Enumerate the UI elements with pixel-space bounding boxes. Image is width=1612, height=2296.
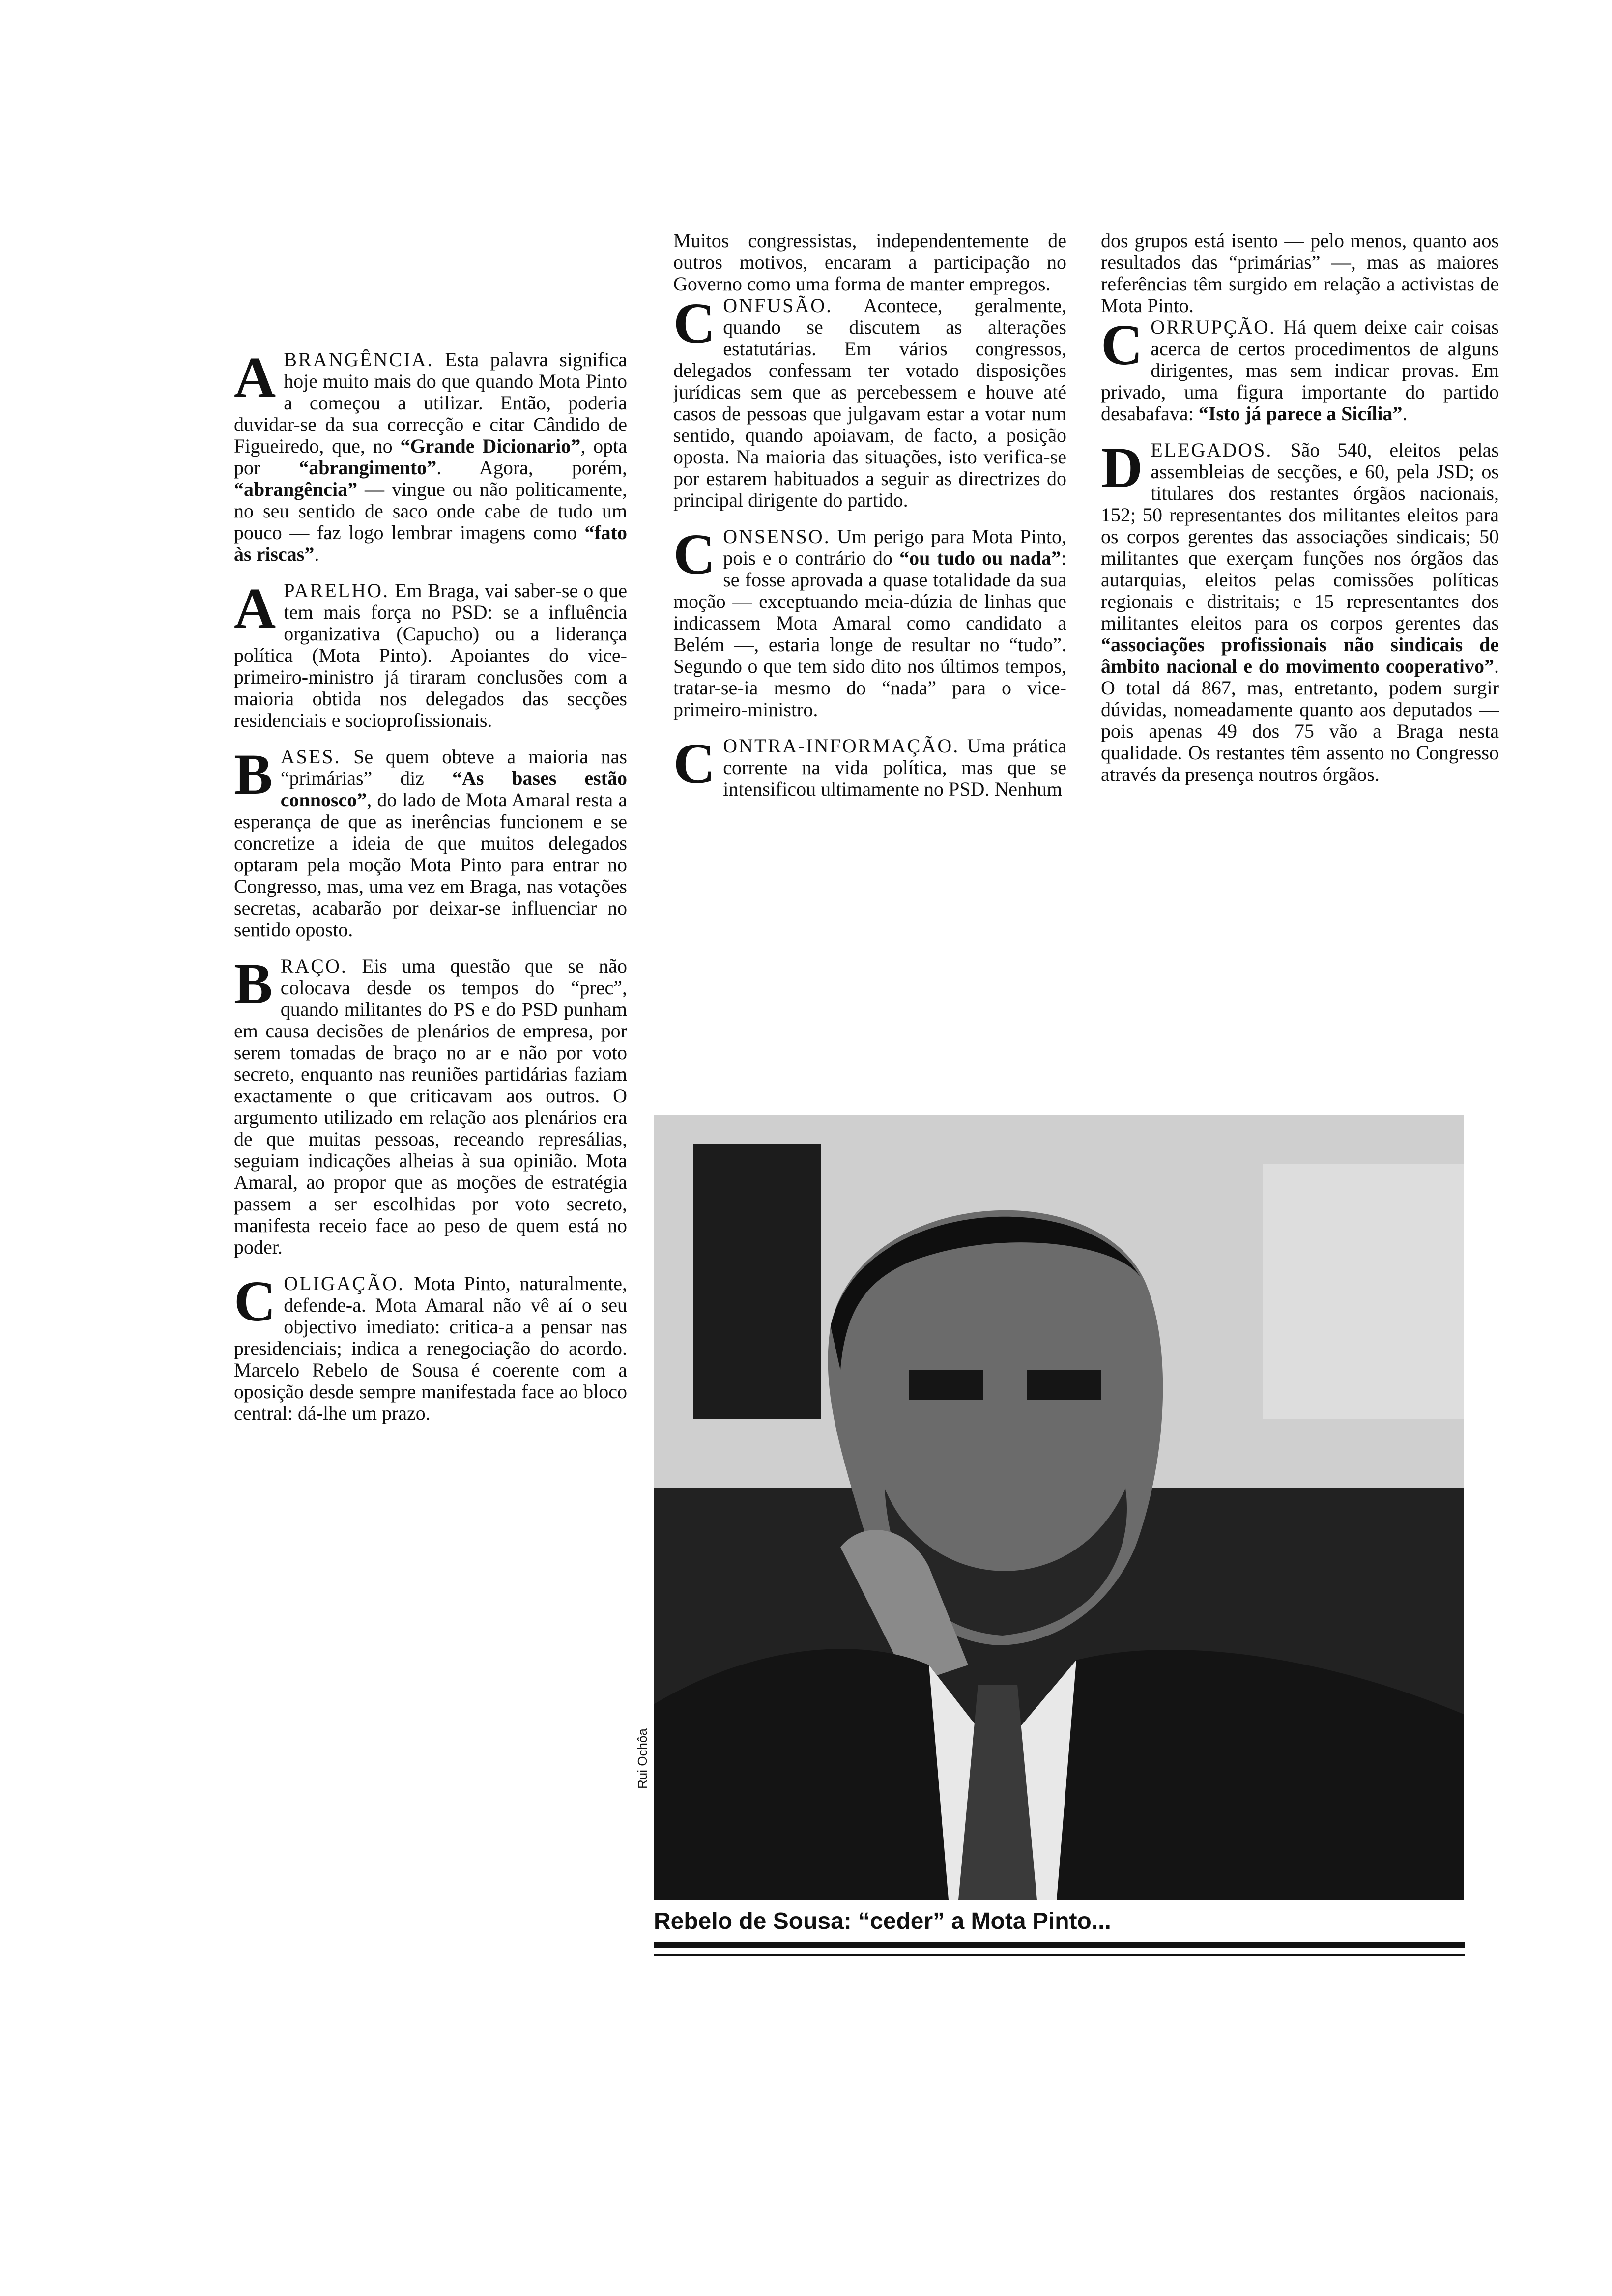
entry-text: Uma prática corrente na vida política, mas que se intensificou ultimamente no PSD. Nenhum — [723, 735, 1066, 800]
drop-cap: C — [673, 526, 716, 586]
entry-text: . — [314, 543, 319, 565]
entry-text: . Agora, porém, — [436, 457, 627, 479]
entry-heading: ASES. — [280, 746, 341, 768]
entry-text: , opta por — [234, 435, 627, 479]
caption-rule-bottom — [654, 1954, 1465, 1956]
entry-bold: “As bases estão connosco” — [280, 767, 627, 811]
entry-bold: “fato às riscas” — [234, 521, 627, 565]
column-2 — [673, 230, 1066, 815]
entry-delegados — [1101, 439, 1499, 785]
column-1 — [234, 349, 627, 1439]
photo-caption: Rebelo de Sousa: “ceder” a Mota Pinto... — [654, 1908, 1111, 1934]
entry-bases — [234, 746, 627, 941]
entry-consenso — [673, 526, 1066, 720]
entry-heading: ONFUSÃO. — [723, 295, 833, 316]
entry-text: , do lado de Mota Amaral resta a esperança de que as inerências funcionem e se concretize a ideia de que muitos delegados optaram pela moção Mota Pinto para entrar no Congresso, mas, uma vez em Braga, nas votações secretas, acabarão por deixar-se influenciar no sentido oposto. — [234, 789, 627, 941]
entry-bold: “ou tudo ou nada” — [899, 547, 1061, 569]
entry-bold: “Isto já parece a Sicília” — [1198, 402, 1403, 425]
entry-heading: BRANGÊNCIA. — [284, 349, 434, 371]
entry-text: São 540, eleitos pelas assembleias de secções, e 60, pela JSD; os titulares dos restantes órgãos nacionais, 152; 50 representantes dos militantes eleitos para os corpos gerentes das associações sindicais; 50 militantes que exerçam funções nos órgãos das autarquias, eleitos pelas comissões políticas regionais e distritais; e 15 representantes dos militantes eleitos para os corpos gerentes das — [1101, 439, 1499, 634]
entry-text: Há quem deixe cair coisas acerca de certos procedimentos de alguns dirigentes, mas sem indicar provas. Em privado, uma figura importante do partido desabafava: — [1101, 316, 1499, 425]
entry-confusao — [673, 295, 1066, 511]
entry-abrangencia — [234, 349, 627, 565]
portrait-illustration — [654, 1115, 1464, 1900]
entry-text: Se quem obteve a maioria nas “primárias” diz — [280, 746, 627, 789]
entry-heading: RAÇO. — [280, 955, 347, 977]
drop-cap: C — [234, 1273, 276, 1333]
drop-cap: A — [234, 349, 276, 409]
entry-text: Eis uma questão que se não colocava desde os tempos do “prec”, quando militantes do PS e do PSD punham em causa decisões de plenários de empresa, por serem tomadas de braço no ar e não por voto secreto, enquanto nas reuniões partidárias faziam exactamente o que criticavam aos outros. O argumento utilizado em relação aos plenários era de que muitas pessoas, receando represálias, seguiam indicações alheias à sua opinião. Mota Amaral, ao propor que as moções de estratégia passem a ser escolhidas por voto secreto, manifesta receio face ao peso de quem está no poder. — [234, 955, 627, 1258]
drop-cap: C — [673, 735, 716, 796]
entry-heading: ORRUPÇÃO. — [1151, 316, 1276, 338]
entry-bold: “Grande Dicionario” — [400, 435, 581, 457]
entry-heading: ONSENSO. — [723, 526, 831, 547]
drop-cap: A — [234, 580, 276, 640]
entry-heading: ONTRA-INFORMAÇÃO. — [723, 735, 960, 757]
drop-cap: C — [673, 295, 716, 355]
entry-heading: OLIGAÇÃO. — [284, 1273, 405, 1294]
entry-bold: “abrangimento” — [299, 457, 437, 479]
entry-aparelho — [234, 580, 627, 731]
column-3 — [1101, 230, 1499, 800]
entry-text: Em Braga, vai saber-se o que tem mais força no PSD: se a influência organizativa (Capucho) ou a liderança política (Mota Pinto). Apoiantes do vice-primeiro-ministro já tiraram conclusões com a maioria obtida nos delegados das secções residenciais e socioprofissionais. — [234, 580, 627, 731]
entry-text: — vingue ou não politicamente, no seu sentido de saco onde cabe de tudo um pouco — faz logo lembrar imagens como — [234, 478, 627, 544]
drop-cap: C — [1101, 316, 1143, 377]
drop-cap: B — [234, 955, 273, 1016]
photo-credit: Rui Ochôa — [635, 1728, 650, 1789]
entry-corrupcao — [1101, 316, 1499, 425]
entry-text: : se fosse aprovada a quase totalidade da sua moção — exceptuando meia-dúzia de linhas que indicassem Mota Amaral como candidato a Belém —, estaria longe de resultar no “tudo”. Segundo o que tem sido dito nos últimos tempos, tratar-se-ia mesmo do “nada” para o vice-primeiro-ministro. — [673, 547, 1066, 720]
entry-heading: PARELHO. — [284, 580, 389, 602]
entry-text: Acontece, geralmente, quando se discutem as alterações estatutárias. Em vários congressos, delegados confessam ter votado disposições jurídicas sem que as percebessem e houve até casos de pessoas que julgavam estar a votar num sentido, quando apoiavam, de facto, a posição oposta. Na maioria das situações, isto verifica-se por estarem habituados a seguir as directrizes do principal dirigente do partido. — [673, 295, 1066, 511]
entry-bold: “associações profissionais não sindicais de âmbito nacional e do movimento cooperativo” — [1101, 633, 1499, 677]
column-intro: dos grupos está isento — pelo menos, quanto aos resultados das “primárias” —, mas as maiores referências têm surgido em relação a activistas de Mota Pinto. — [1101, 230, 1499, 316]
column-intro: Muitos congressistas, independentemente de outros motivos, encaram a participação no Governo como uma forma de manter empregos. — [673, 230, 1066, 295]
entry-text: . O total dá 867, mas, entretanto, podem surgir dúvidas, nomeadamente quanto aos deputados — pois apenas 49 dos 75 vão a Braga nesta qualidade. Os restantes têm assento no Congresso através da presença noutros órgãos. — [1101, 655, 1499, 785]
entry-text: Mota Pinto, naturalmente, defende-a. Mota Amaral não vê aí o seu objectivo imediato: critica-a a pensar nas presidenciais; indica a renegociação do acordo. Marcelo Rebelo de Sousa é coerente com a oposição desde sempre manifestada face ao bloco central: dá-lhe um prazo. — [234, 1273, 627, 1424]
portrait-photo — [654, 1115, 1464, 1900]
entry-text: Esta palavra significa hoje muito mais do que quando Mota Pinto a começou a utilizar. Então, poderia duvidar-se da sua correcção e citar Cândido de Figueiredo, que, no — [234, 349, 627, 457]
entry-contra-informacao — [673, 735, 1066, 800]
entry-bold: “abrangência” — [234, 478, 358, 500]
entry-text: . — [1402, 402, 1408, 425]
drop-cap: B — [234, 746, 273, 806]
entry-braco — [234, 955, 627, 1258]
entry-coligacao — [234, 1273, 627, 1424]
caption-rule-top — [654, 1942, 1465, 1948]
drop-cap: D — [1101, 439, 1143, 500]
entry-text: Um perigo para Mota Pinto, pois e o contrário do — [723, 526, 1066, 569]
entry-heading: ELEGADOS. — [1151, 439, 1273, 461]
